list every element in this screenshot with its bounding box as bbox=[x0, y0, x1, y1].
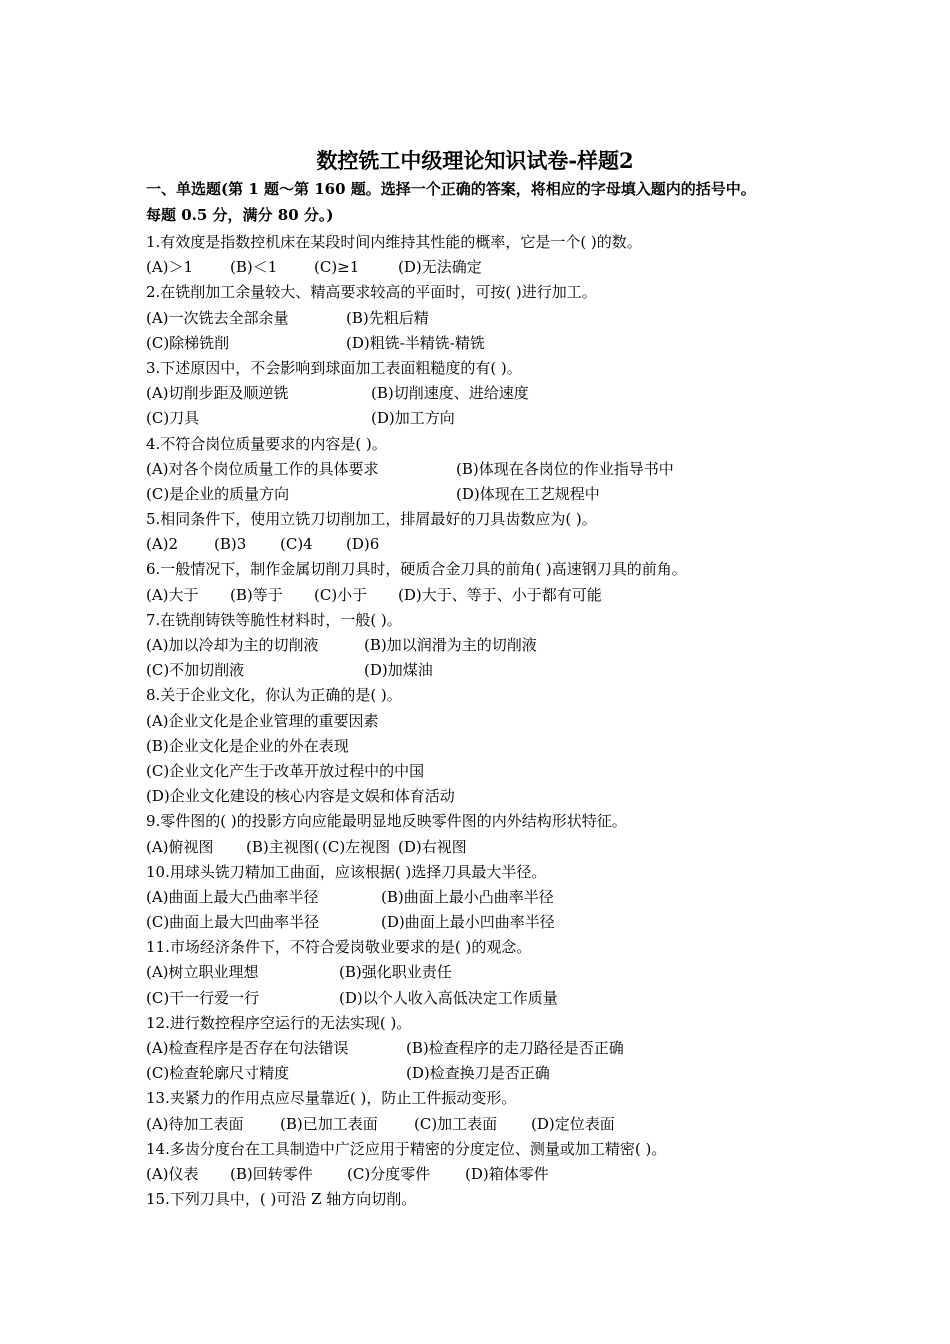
option-text: (A)树立职业理想 bbox=[146, 963, 259, 982]
question-list bbox=[146, 230, 826, 1212]
option-text: (B)回转零件 bbox=[230, 1164, 313, 1183]
option-row bbox=[146, 1061, 826, 1086]
question-stem: 3.下述原因中，不会影响到球面加工表面粗糙度的有( )。 bbox=[146, 358, 522, 377]
option-text: (D)加煤油 bbox=[364, 661, 433, 680]
section-heading-line2: 每题 0.5 分，满分 80 分。) bbox=[146, 206, 334, 224]
option-text: (B)企业文化是企业的外在表现 bbox=[146, 736, 349, 755]
option-text: (A)一次铣去全部余量 bbox=[146, 308, 289, 327]
option-text: (A)待加工表面 bbox=[146, 1114, 244, 1133]
question-stem: 13.夹紧力的作用点应尽量靠近( )，防止工件振动变形。 bbox=[146, 1089, 517, 1108]
option-text: (B)3 bbox=[214, 535, 247, 554]
option-text: (C)干一行爱一行 bbox=[146, 988, 260, 1007]
option-text: (C)企业文化产生于改革开放过程中的中国 bbox=[146, 761, 425, 780]
option-text: (A)＞1 bbox=[146, 258, 194, 277]
option-row bbox=[146, 835, 826, 860]
option-text: (A)切削步距及顺逆铣 bbox=[146, 384, 289, 403]
option-row bbox=[146, 784, 826, 809]
option-row bbox=[146, 306, 826, 331]
option-text: (D)箱体零件 bbox=[465, 1164, 549, 1183]
option-row bbox=[146, 381, 826, 406]
option-row bbox=[146, 986, 826, 1011]
option-row bbox=[146, 658, 826, 683]
option-row bbox=[146, 331, 826, 356]
option-text: (C)4 bbox=[280, 535, 313, 554]
option-text: (B)检查程序的走刀路径是否正确 bbox=[406, 1039, 624, 1057]
option-text: (B)主视图( bbox=[246, 837, 320, 856]
option-text: (A)2 bbox=[146, 535, 179, 554]
option-text: (B)＜1 bbox=[230, 258, 278, 277]
option-text: (A)加以冷却为主的切削液 bbox=[146, 636, 319, 654]
option-text: (B)体现在各岗位的作业指导书中 bbox=[456, 459, 674, 478]
option-text: (D)曲面上最小凹曲率半径 bbox=[381, 913, 555, 932]
option-text: (C)刀具 bbox=[146, 409, 200, 428]
option-row bbox=[146, 583, 826, 608]
option-row bbox=[146, 532, 826, 557]
page-title: 数控铣工中级理论知识试卷-样题2 bbox=[316, 148, 634, 173]
question-stem: 14.多齿分度台在工具制造中广泛应用于精密的分度定位、测量或加工精密( )。 bbox=[146, 1139, 667, 1158]
question-stem: 2.在铣削加工余量较大、精高要求较高的平面时，可按( )进行加工。 bbox=[146, 283, 597, 302]
option-text: (D)企业文化建设的核心内容是文娱和体育活动 bbox=[146, 787, 455, 806]
option-text: (C)≥1 bbox=[314, 258, 360, 277]
option-text: (C)左视图 bbox=[322, 837, 391, 856]
option-row bbox=[146, 1162, 826, 1187]
question-stem: 10.用球头铣刀精加工曲面，应该根据( )选择刀具最大半径。 bbox=[146, 862, 547, 881]
option-row bbox=[146, 1036, 826, 1061]
question-stem: 8.关于企业文化，你认为正确的是( )。 bbox=[146, 686, 402, 705]
question-stem: 4.不符合岗位质量要求的内容是( )。 bbox=[146, 434, 387, 453]
option-row bbox=[146, 709, 826, 734]
option-text: (D)以个人收入高低决定工作质量 bbox=[339, 988, 558, 1007]
option-text: (C)分度零件 bbox=[347, 1164, 431, 1183]
option-text: (D)6 bbox=[346, 535, 380, 554]
option-text: (B)加以润滑为主的切削液 bbox=[364, 636, 537, 654]
option-row bbox=[146, 255, 826, 280]
option-text: (D)加工方向 bbox=[371, 409, 455, 428]
option-text: (B)切削速度、进给速度 bbox=[371, 384, 529, 403]
option-text: (C)检查轮廓尺寸精度 bbox=[146, 1064, 290, 1083]
option-text: (D)粗铣-半精铣-精铣 bbox=[346, 333, 485, 352]
option-row bbox=[146, 457, 826, 482]
option-text: (C)小于 bbox=[314, 585, 368, 604]
question-stem: 6.一般情况下，制作金属切削刀具时，硬质合金刀具的前角( )高速钢刀具的前角。 bbox=[146, 560, 687, 579]
option-text: (A)对各个岗位质量工作的具体要求 bbox=[146, 459, 379, 478]
question-stem: 11.市场经济条件下，不符合爱岗敬业要求的是( )的观念。 bbox=[146, 938, 532, 957]
question-stem: 9.零件图的( )的投影方向应能最明显地反映零件图的内外结构形状特征。 bbox=[146, 812, 627, 831]
option-text: (B)先粗后精 bbox=[346, 308, 429, 327]
option-text: (A)大于 bbox=[146, 585, 199, 604]
option-text: (A)仪表 bbox=[146, 1164, 199, 1183]
option-text: (D)检查换刀是否正确 bbox=[406, 1064, 550, 1083]
question-stem: 15.下列刀具中，( )可沿 Z 轴方向切削。 bbox=[146, 1190, 417, 1209]
option-text: (C)不加切削液 bbox=[146, 661, 245, 680]
option-text: (A)企业文化是企业管理的重要因素 bbox=[146, 711, 379, 730]
option-text: (D)右视图 bbox=[398, 837, 467, 856]
option-text: (B)强化职业责任 bbox=[339, 963, 452, 982]
option-row bbox=[146, 734, 826, 759]
option-text: (D)大于、等于、小于都有可能 bbox=[398, 585, 602, 604]
option-text: (C)是企业的质量方向 bbox=[146, 484, 290, 503]
option-row bbox=[146, 759, 826, 784]
option-text: (B)等于 bbox=[230, 585, 283, 604]
option-text: (C)加工表面 bbox=[414, 1114, 498, 1133]
option-text: (C)曲面上最大凹曲率半径 bbox=[146, 913, 320, 932]
section-heading-line1: 一、单选题(第 1 题～第 160 题。选择一个正确的答案，将相应的字母填入题内的括号中。 bbox=[146, 180, 756, 198]
option-row bbox=[146, 633, 826, 658]
option-text: (D)体现在工艺规程中 bbox=[456, 484, 600, 503]
option-text: (B)已加工表面 bbox=[280, 1114, 378, 1133]
option-row bbox=[146, 406, 826, 431]
option-text: (D)无法确定 bbox=[398, 258, 482, 277]
option-row bbox=[146, 960, 826, 985]
option-row bbox=[146, 885, 826, 910]
option-text: (C)除梯铣削 bbox=[146, 333, 230, 352]
option-text: (D)定位表面 bbox=[531, 1114, 615, 1133]
option-text: (B)曲面上最小凸曲率半径 bbox=[381, 887, 554, 906]
question-stem: 1.有效度是指数控机床在某段时间内维持其性能的概率，它是一个( )的数。 bbox=[146, 233, 642, 251]
option-row bbox=[146, 910, 826, 935]
question-stem: 7.在铣削铸铁等脆性材料时，一般( )。 bbox=[146, 610, 402, 629]
option-text: (A)检查程序是否存在句法错误 bbox=[146, 1039, 349, 1057]
option-row bbox=[146, 1112, 826, 1137]
question-stem: 12.进行数控程序空运行的无法实现( )。 bbox=[146, 1013, 412, 1032]
option-row bbox=[146, 482, 826, 507]
option-text: (A)曲面上最大凸曲率半径 bbox=[146, 887, 319, 906]
option-text: (A)俯视图 bbox=[146, 837, 214, 856]
question-stem: 5.相同条件下，使用立铣刀切削加工，排屑最好的刀具齿数应为( )。 bbox=[146, 510, 597, 529]
